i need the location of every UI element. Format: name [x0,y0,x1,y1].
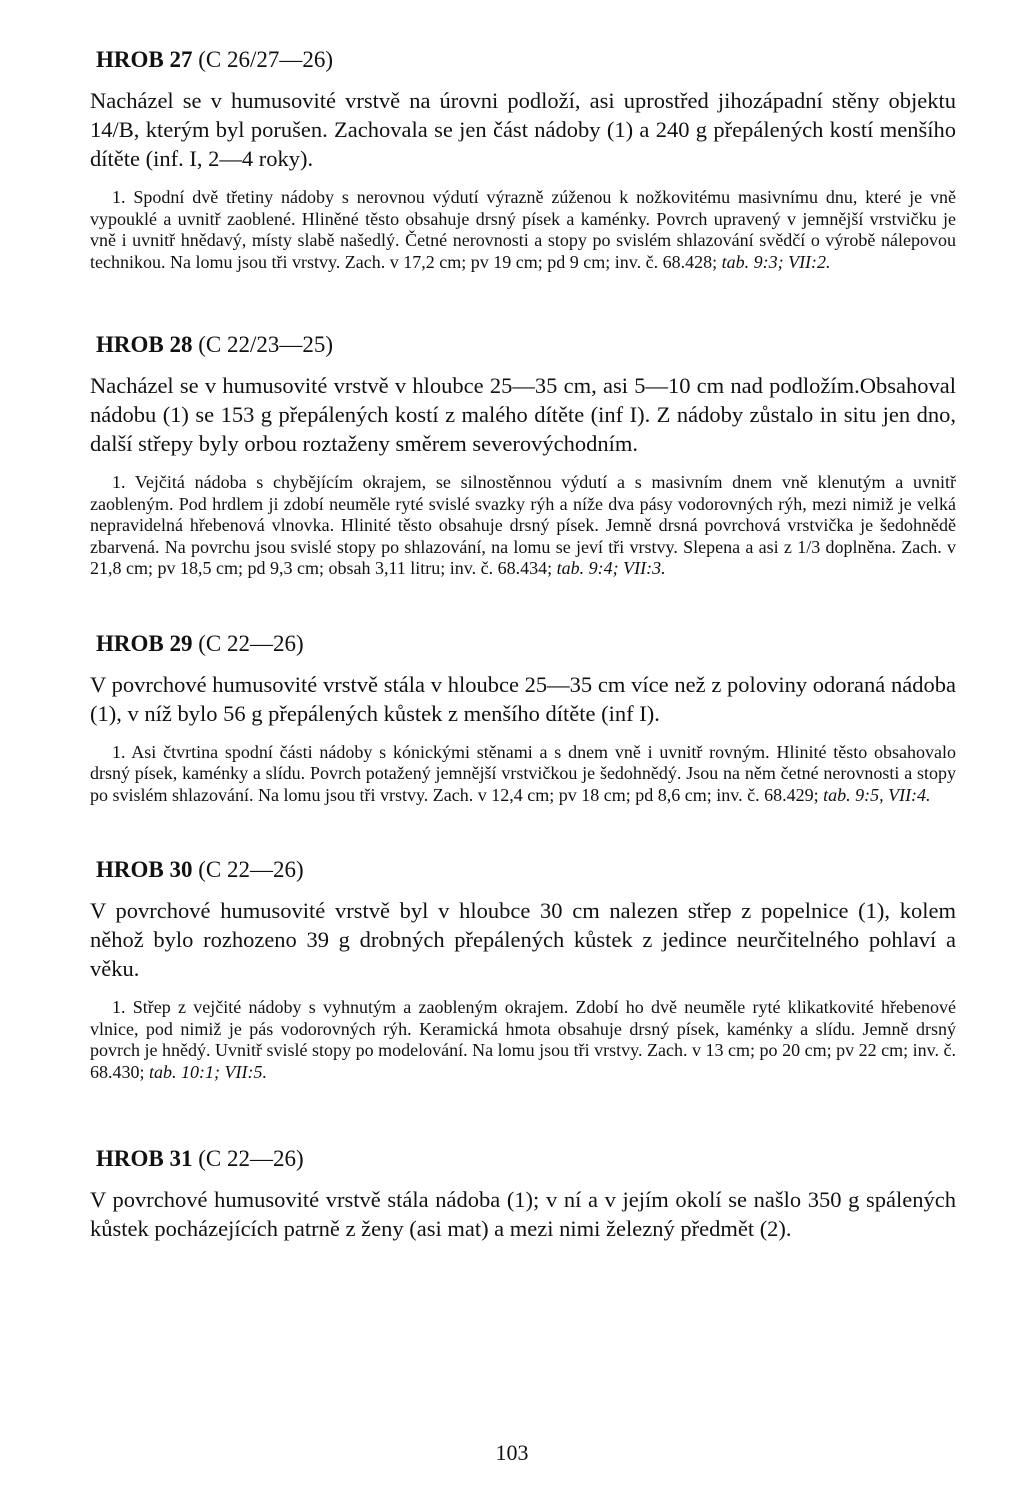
item-number: 1. [112,997,126,1017]
entry-hrob-29 [90,630,956,807]
item-text: Asi čtvrtina spodní části nádoby s kónickými stěnami a s dnem vně i uvnitř rovným. Hlinité těsto obsahovalo drsný písek, kaménky a slídu. Povrch potažený jemnější vrstvičkou je šedohnědý. Jsou na něm četné nerovnosti a stopy po svislém shlazování. Na lomu jsou tři vrstvy. Zach. v 12,4 cm; pv 18 cm; pd 8,6 cm; inv. č. 68.429; [90,741,956,805]
entry-description: V povrchové humusovité vrstvě stála v hloubce 25—35 cm více než z poloviny odoraná nádoba (1), v níž bylo 56 g přepálených kůstek z menšího dítěte (inf I). [90,671,956,726]
page-number: 103 [495,1440,529,1465]
entry-grid-code: (C 22/23—25) [198,332,334,357]
item-text: Spodní dvě třetiny nádoby s nerovnou výdutí výrazně zúženou k nožkovitému masivnímu dnu, které je vně vypouklé a uvnitř zaoblené. Hliněné těsto obsahuje drsný písek a kaménky. Povrch upravený v jemnější vrstvičku je vně i uvnitř hnědavý, místy slabě našedlý. Četné nerovnosti a stopy po svislém shlazování svědčí o výrobě nálepovou technikou. Na lomu jsou tři vrstvy. Zach. v 17,2 cm; pv 19 cm; pd 9 cm; inv. č. 68.428; [90,187,956,272]
entry-title: HROB 27 [96,47,193,72]
entry-description: Nacházel se v humusovité vrstvě na úrovni podloží, asi uprostřed jihozápadní stěny objektu 14/B, kterým byl porušen. Zachovala se jen část nádoby (1) a 240 g přepálených kostí menšího dítěte (inf. I, 2—4 roky). [90,88,956,171]
entry-title: HROB 28 [96,332,193,357]
item-text: Vejčitá nádoba s chybějícím okrajem, se silnostěnnou výdutí a s masivním dnem vně klenutým a uvnitř zaobleným. Pod hrdlem ji zdobí neuměle ryté svislé svazky rýh a níže dva pásy vodorovných rýh, mezi nimiž je velká nepravidelná hřebenová vlnovka. Hlinité těsto obsahuje drsný písek. Jemně drsná povrchová vrstvička je šedohnědě zbarvená. Na povrchu jsou svislé stopy po shlazování, na lomu se jeví tři vrstvy. Slepena a asi z 1/3 doplněna. Zach. v 21,8 cm; pv 18,5 cm; pd 9,3 cm; obsah 3,11 litru; inv. č. 68.434; [90,472,956,578]
entry-heading [96,331,956,359]
entry-title: HROB 29 [96,630,193,656]
entry-grid-code: (C 22—26) [198,857,304,882]
entry-description: V povrchové humusovité vrstvě byl v hloubce 30 cm nalezen střep z popelnice (1), kolem něhož bylo rozhozeno 39 g drobných přepálených kůstek z jedince neurčitelného pohlaví a věku. [90,898,956,981]
entry-grid-code: (C 22—26) [198,630,304,656]
find-item [90,187,956,273]
item-number: 1. [112,187,126,207]
entry-hrob-27 [90,46,956,273]
find-item [90,997,956,1083]
item-reference: tab. 9:3; VII:2. [721,251,831,272]
entry-hrob-28 [90,331,956,580]
page-content [90,46,956,1257]
entry-hrob-31 [90,1145,956,1243]
item-reference: tab. 10:1; VII:5. [149,1061,267,1082]
item-number: 1. [112,472,126,492]
entry-description: V povrchové humusovité vrstvě stála nádoba (1); v ní a v jejím okolí se našlo 350 g spálených kůstek pocházejících patrně z ženy (asi mat) a mezi nimi železný předmět (2). [90,1187,956,1241]
entry-heading [96,856,956,884]
entry-heading [96,46,956,74]
find-item [90,742,956,807]
entry-title: HROB 31 [96,1146,193,1171]
entry-heading [96,630,956,658]
entry-description: Nacházel se v humusovité vrstvě v hloubce 25—35 cm, asi 5—10 cm nad podložím.Obsahoval nádobu (1) se 153 g přepálených kostí z malého dítěte (inf I). Z nádoby zůstalo in situ jen dno, další střepy byly orbou roztaženy směrem severovýchodním. [90,373,956,456]
item-reference: tab. 9:5, VII:4. [823,784,931,805]
entry-hrob-30 [90,856,956,1083]
entry-heading [96,1145,956,1173]
item-number: 1. [112,741,126,762]
entry-grid-code: (C 22—26) [198,1146,304,1171]
item-text: Střep z vejčité nádoby s vyhnutým a zaobleným okrajem. Zdobí ho dvě neuměle ryté klikatkovité hřebenové vlnice, pod nimiž je pás vodorovných rýh. Keramická hmota obsahuje drsný písek, kaménky a slídu. Jemně drsný povrch je hnědý. Uvnitř svislé stopy po modelování. Na lomu jsou tři vrstvy. Zach. v 13 cm; po 20 cm; pv 22 cm; inv. č. 68.430; [90,997,956,1082]
entry-grid-code: (C 26/27—26) [198,47,334,72]
item-reference: tab. 9:4; VII:3. [556,558,666,578]
find-item [90,472,956,580]
entry-title: HROB 30 [96,857,193,882]
